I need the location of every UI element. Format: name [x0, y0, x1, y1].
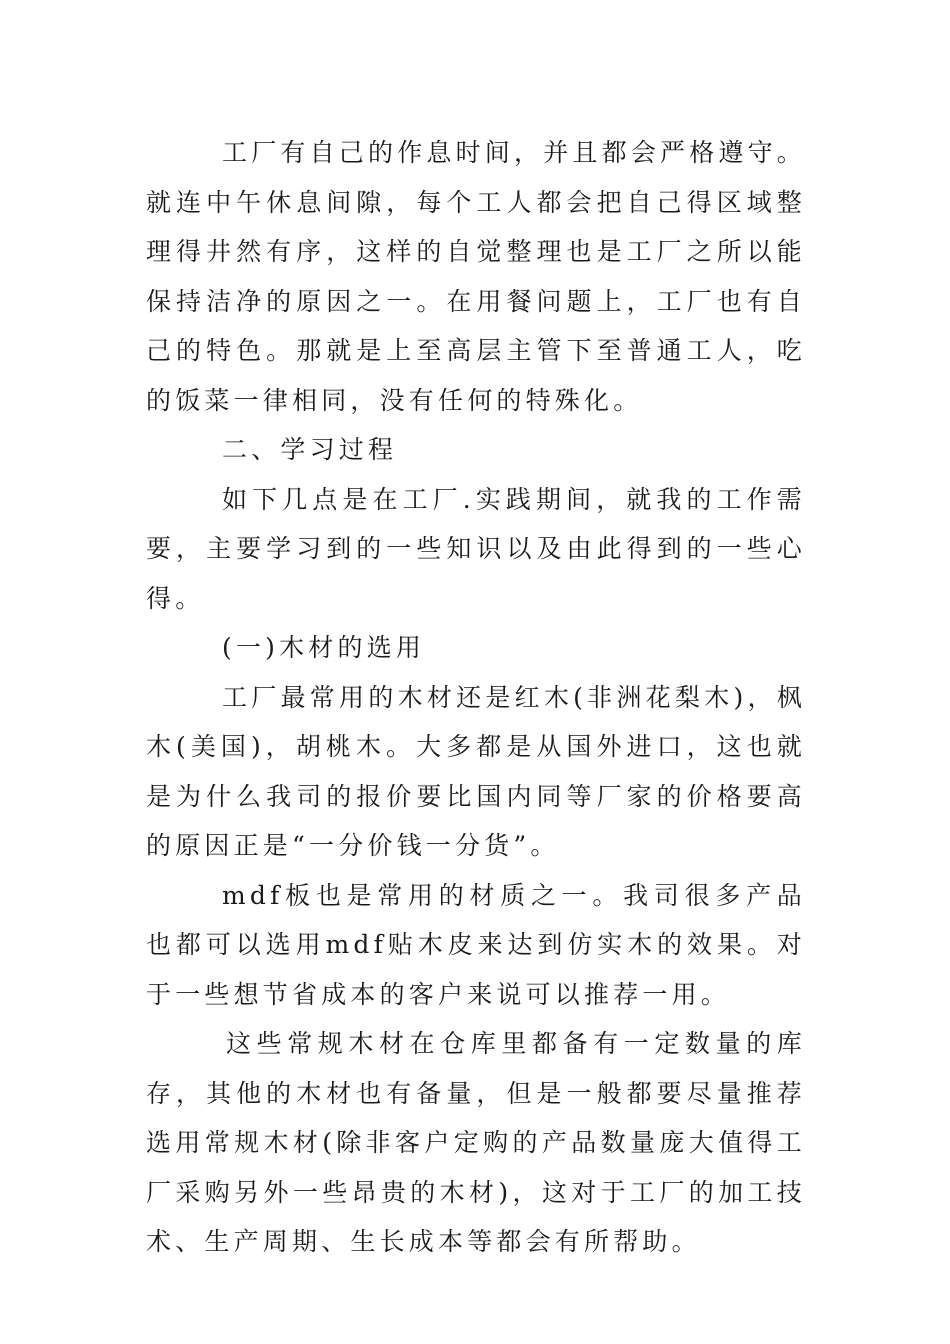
- paragraph-learning-intro: 如下几点是在工厂.实践期间，就我的工作需要，主要学习到的一些知识以及由此得到的一些心得。: [146, 484, 806, 613]
- paragraph-common-woods: 工厂最常用的木材还是红木(非洲花梨木)，枫木(美国)，胡桃木。大多都是从国外进口，这也就是为什么我司的报价要比国内同等厂家的价格要高的原因正是“一分价钱一分货”。: [146, 682, 806, 860]
- section-heading-learning-process: 二、学习过程: [222, 435, 398, 464]
- paragraph-work-schedule: 工厂有自己的作息时间，并且都会严格遵守。就连中午休息间隙，每个工人都会把自己得区域整理得井然有序，这样的自觉整理也是工厂之所以能保持洁净的原因之一。在用餐问题上，工厂也有自己的特色。那就是上至高层主管下至普通工人，吃的饭菜一律相同，没有任何的特殊化。: [146, 138, 807, 415]
- document-page: [146, 128, 806, 1267]
- paragraph-mdf-board: mdf板也是常用的材质之一。我司很多产品也都可以选用mdf贴木皮来达到仿实木的效果。对于一些想节省成本的客户来说可以推荐一用。: [146, 880, 806, 1009]
- subsection-heading-wood-selection: (一)木材的选用: [222, 633, 426, 662]
- paragraph-wood-inventory: 这些常规木材在仓库里都备有一定数量的库存，其他的木材也有备量，但是一般都要尽量推荐选用常规木材(除非客户定购的产品数量庞大值得工厂采购另外一些昂贵的木材)，这对于工厂的加工技术、生产周期、生长成本等都会有所帮助。: [146, 1029, 806, 1256]
